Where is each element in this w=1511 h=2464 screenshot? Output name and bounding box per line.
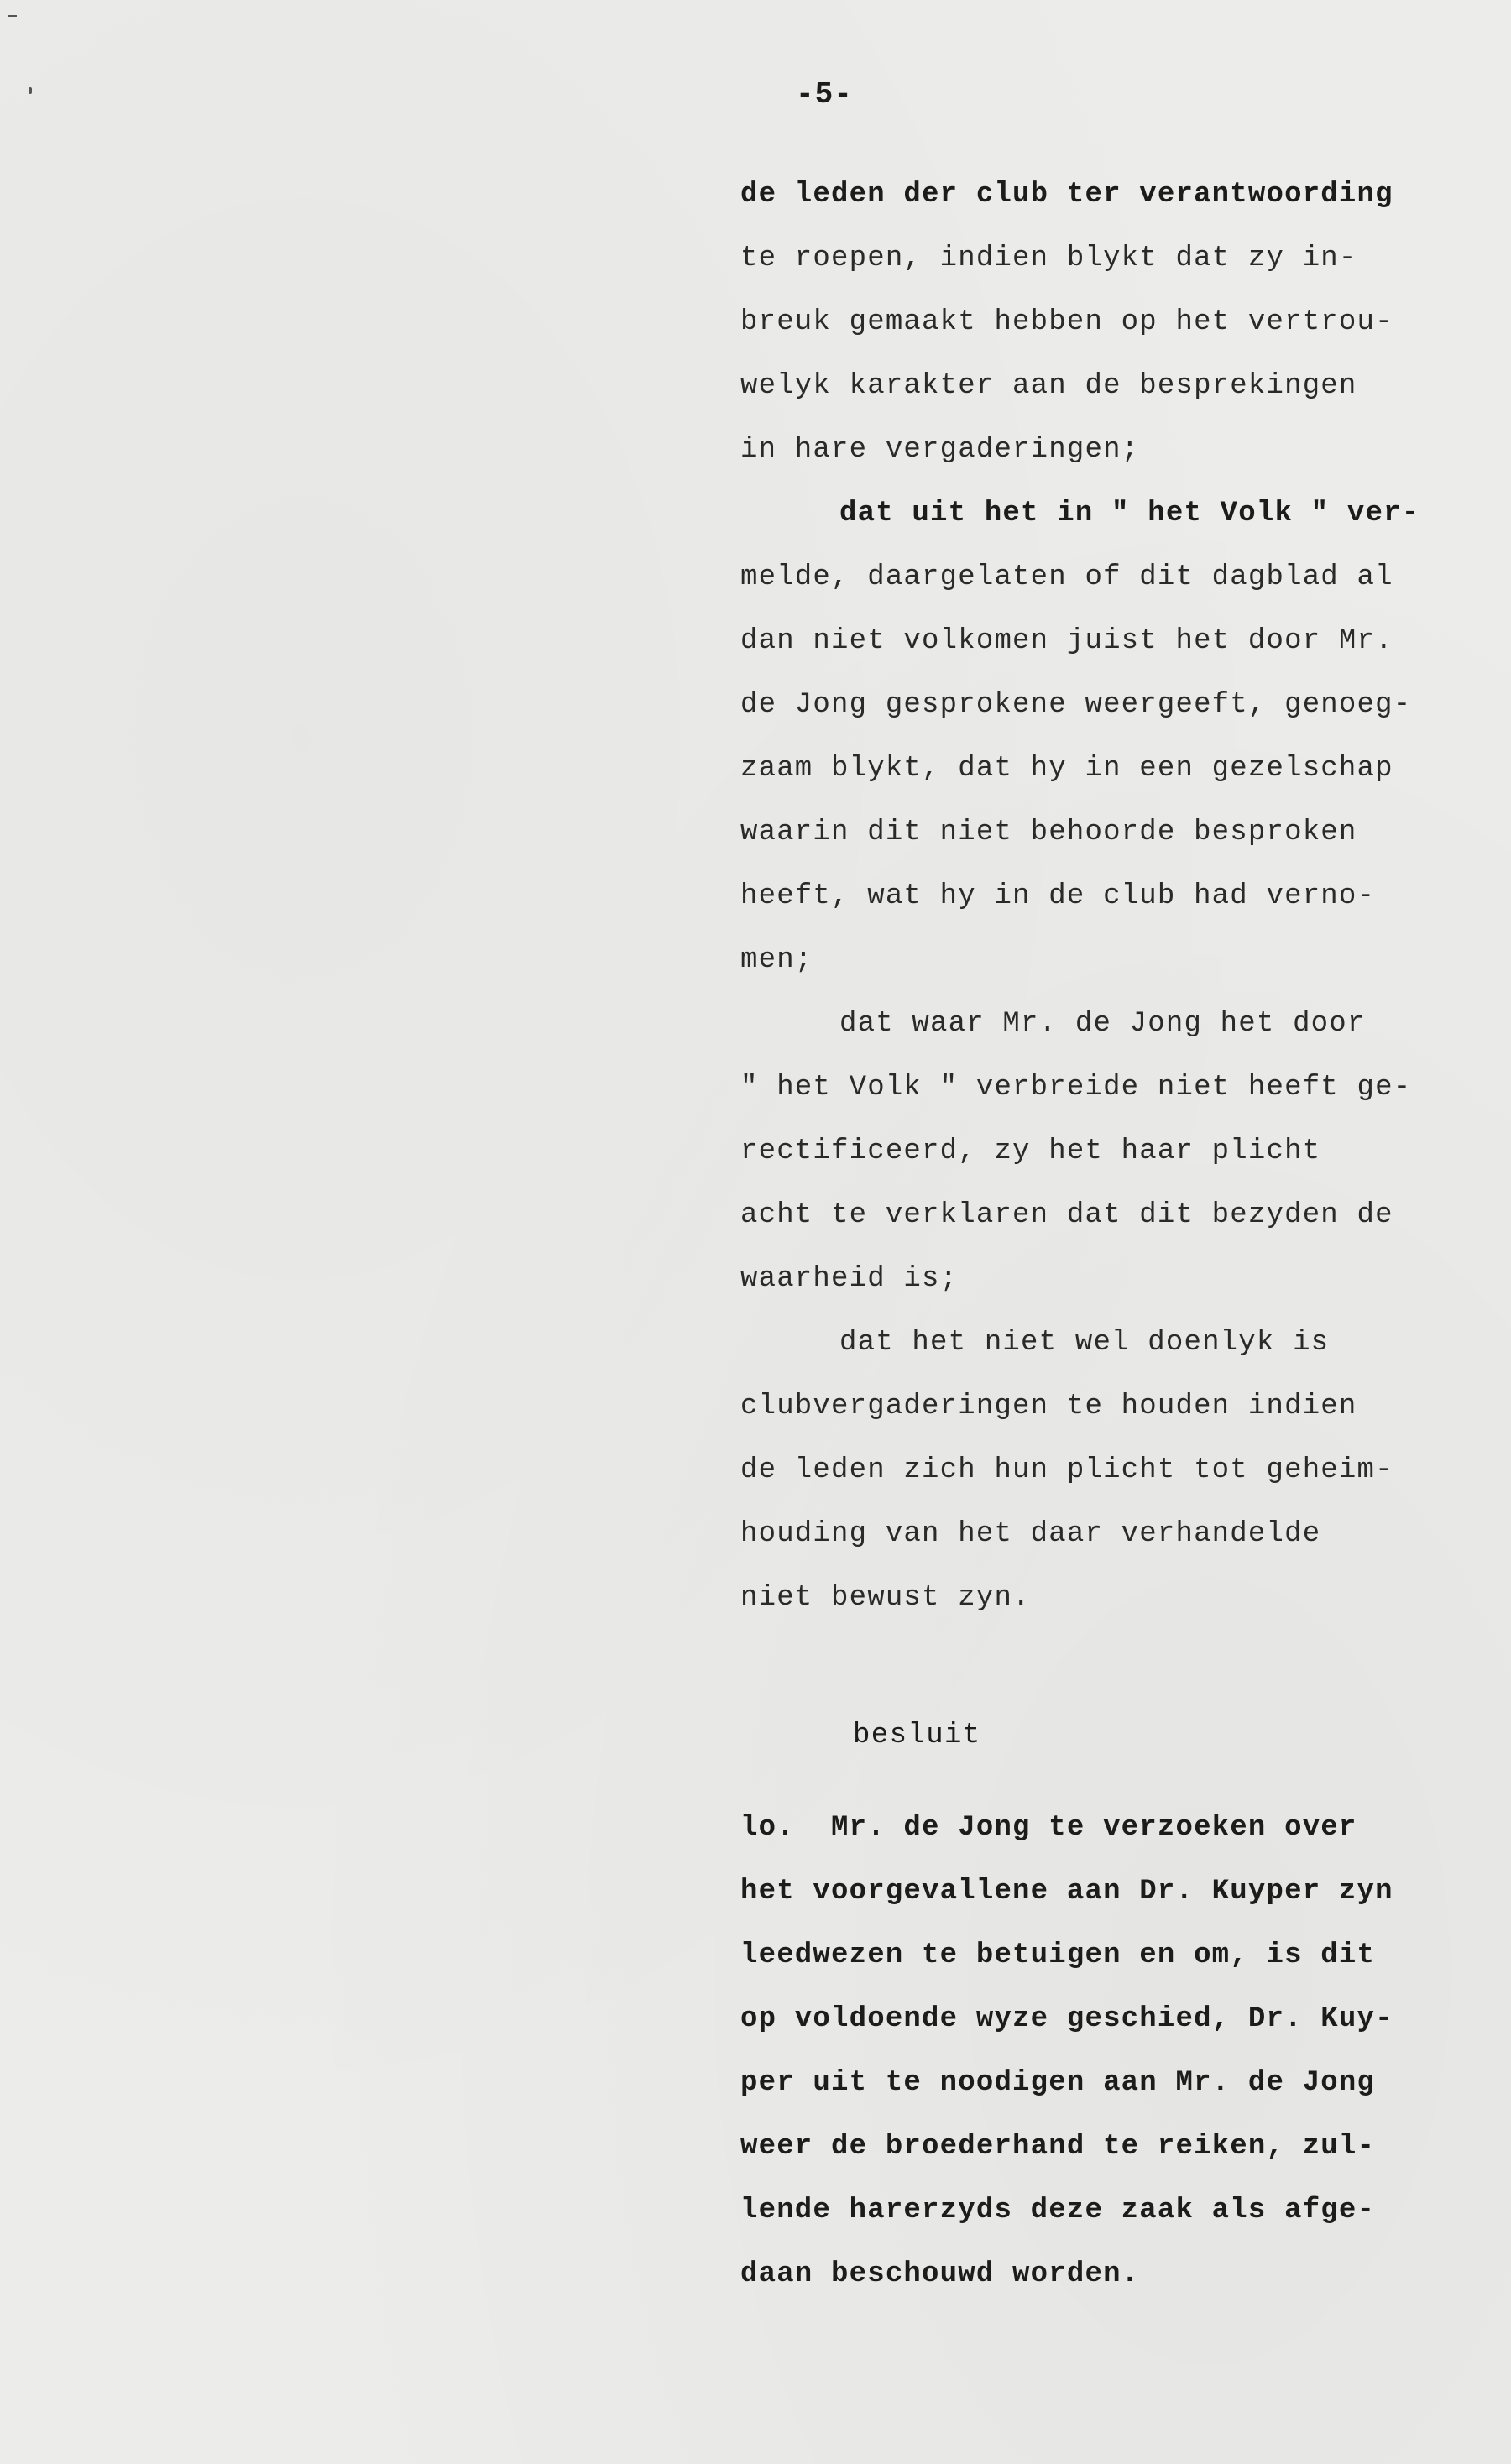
text-line: daan beschouwd worden. bbox=[740, 2258, 1140, 2290]
text-line: dat uit het in " het Volk " ver- bbox=[839, 498, 1420, 530]
text-line: melde, daargelaten of dit dagblad al bbox=[740, 561, 1393, 593]
text-line: dat het niet wel doenlyk is bbox=[839, 1327, 1330, 1359]
text-line: te roepen, indien blykt dat zy in- bbox=[740, 243, 1357, 274]
text-line: het voorgevallene aan Dr. Kuyper zyn bbox=[740, 1876, 1393, 1908]
text-line: dan niet volkomen juist het door Mr. bbox=[740, 625, 1393, 657]
text-line: rectificeerd, zy het haar plicht bbox=[740, 1135, 1321, 1167]
text-line: zaam blykt, dat hy in een gezelschap bbox=[740, 753, 1393, 785]
text-line: in hare vergaderingen; bbox=[740, 434, 1140, 466]
text-line: welyk karakter aan de besprekingen bbox=[740, 370, 1357, 402]
text-line: acht te verklaren dat dit bezyden de bbox=[740, 1199, 1393, 1231]
text-line: op voldoende wyze geschied, Dr. Kuy- bbox=[740, 2003, 1393, 2035]
text-line: waarheid is; bbox=[740, 1263, 959, 1295]
text-line: leedwezen te betuigen en om, is dit bbox=[740, 1939, 1376, 1971]
text-line: de leden der club ter verantwoording bbox=[740, 179, 1393, 211]
text-line: lo. Mr. de Jong te verzoeken over bbox=[740, 1812, 1357, 1844]
section-heading: besluit bbox=[853, 1720, 981, 1751]
text-line: waarin dit niet behoorde besproken bbox=[740, 817, 1357, 848]
text-line: dat waar Mr. de Jong het door bbox=[839, 1008, 1366, 1040]
scan-mark bbox=[29, 87, 32, 94]
text-line: " het Volk " verbreide niet heeft ge- bbox=[740, 1072, 1412, 1104]
text-line: heeft, wat hy in de club had verno- bbox=[740, 880, 1376, 912]
text-line: weer de broederhand te reiken, zul- bbox=[740, 2131, 1376, 2163]
text-line: per uit te noodigen aan Mr. de Jong bbox=[740, 2067, 1376, 2099]
text-line: de leden zich hun plicht tot geheim- bbox=[740, 1454, 1393, 1486]
text-line: houding van het daar verhandelde bbox=[740, 1518, 1321, 1550]
text-line: niet bewust zyn. bbox=[740, 1582, 1031, 1614]
text-line: de Jong gesprokene weergeeft, genoeg- bbox=[740, 689, 1412, 721]
text-line: breuk gemaakt hebben op het vertrou- bbox=[740, 306, 1393, 338]
scan-mark bbox=[8, 15, 17, 17]
page-number: -5- bbox=[796, 77, 853, 112]
text-line: men; bbox=[740, 944, 813, 976]
text-line: lende harerzyds deze zaak als afge- bbox=[740, 2195, 1376, 2226]
text-line: clubvergaderingen te houden indien bbox=[740, 1391, 1357, 1423]
